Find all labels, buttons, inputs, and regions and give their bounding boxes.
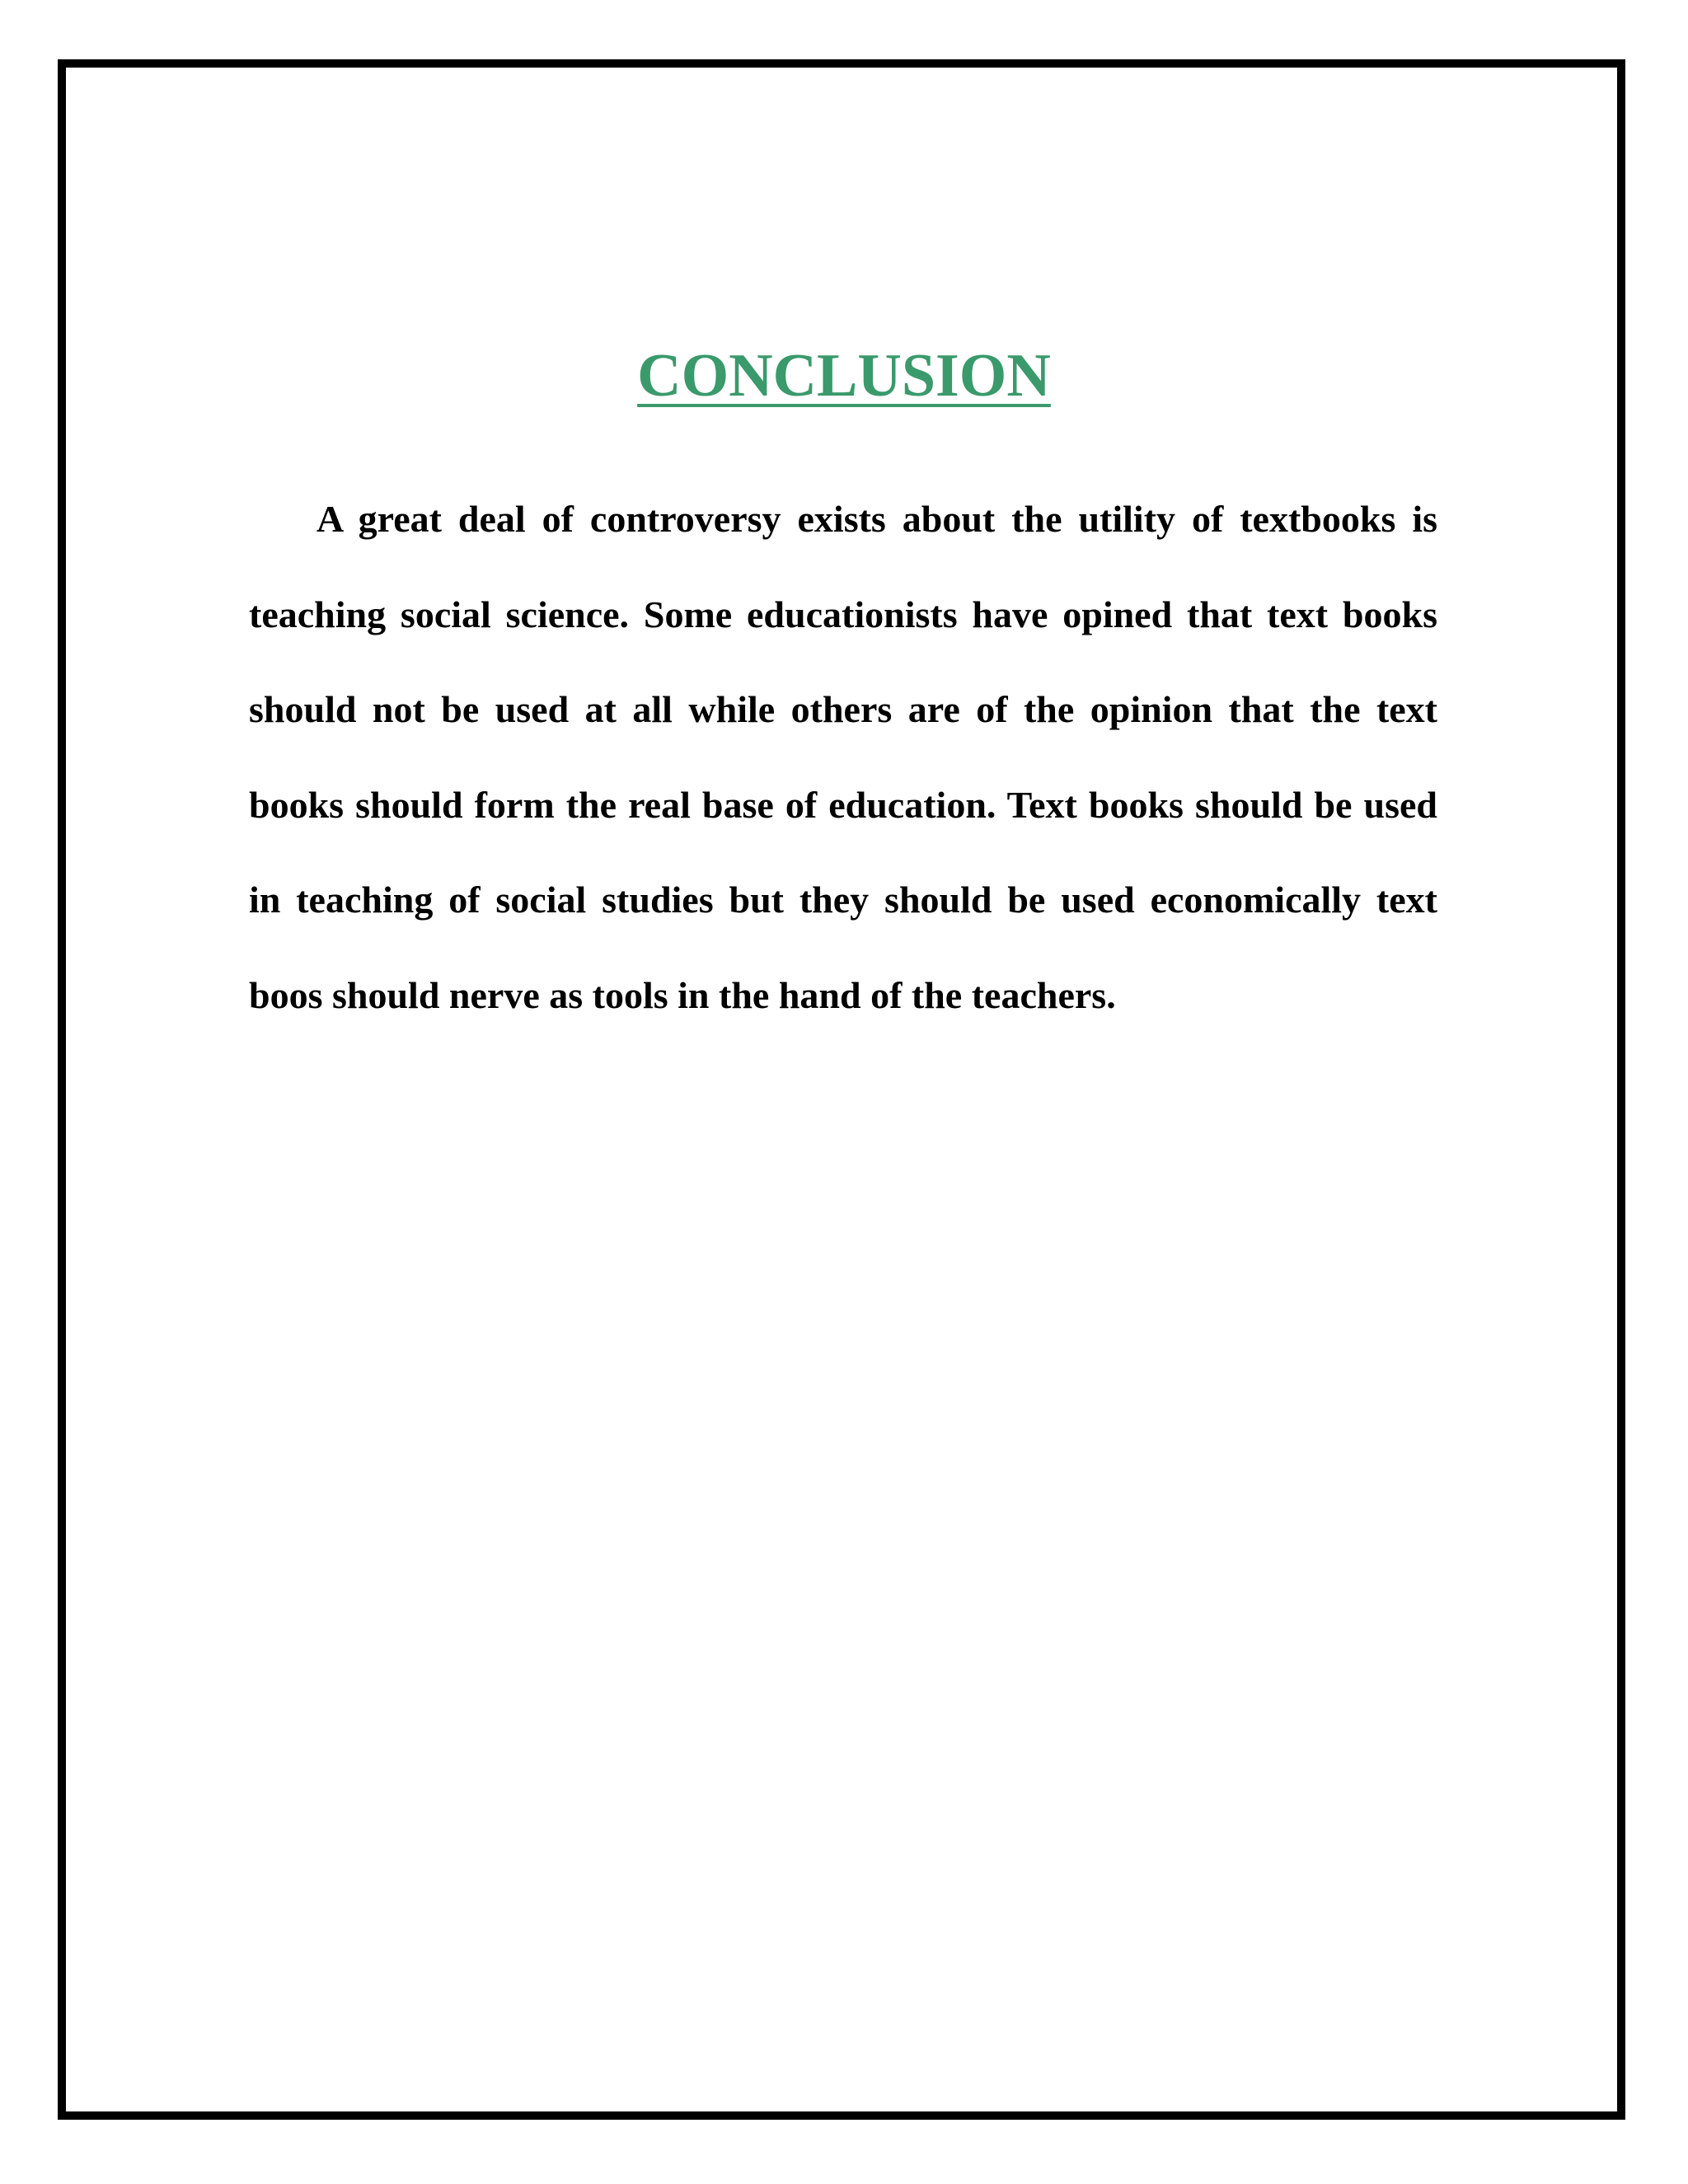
page-title-text: CONCLUSION xyxy=(637,342,1051,410)
conclusion-paragraph: A great deal of controversy exists about the utility of textbooks is teaching social science. Some educationists have opined that text books should not be used at all while others are of the opinion that the text books should form the real base of education. Text books should be used in teaching of social studies but they should be used economically text boos should nerve as tools in the hand of the teachers. xyxy=(249,498,1437,1016)
page-title xyxy=(0,338,1688,414)
